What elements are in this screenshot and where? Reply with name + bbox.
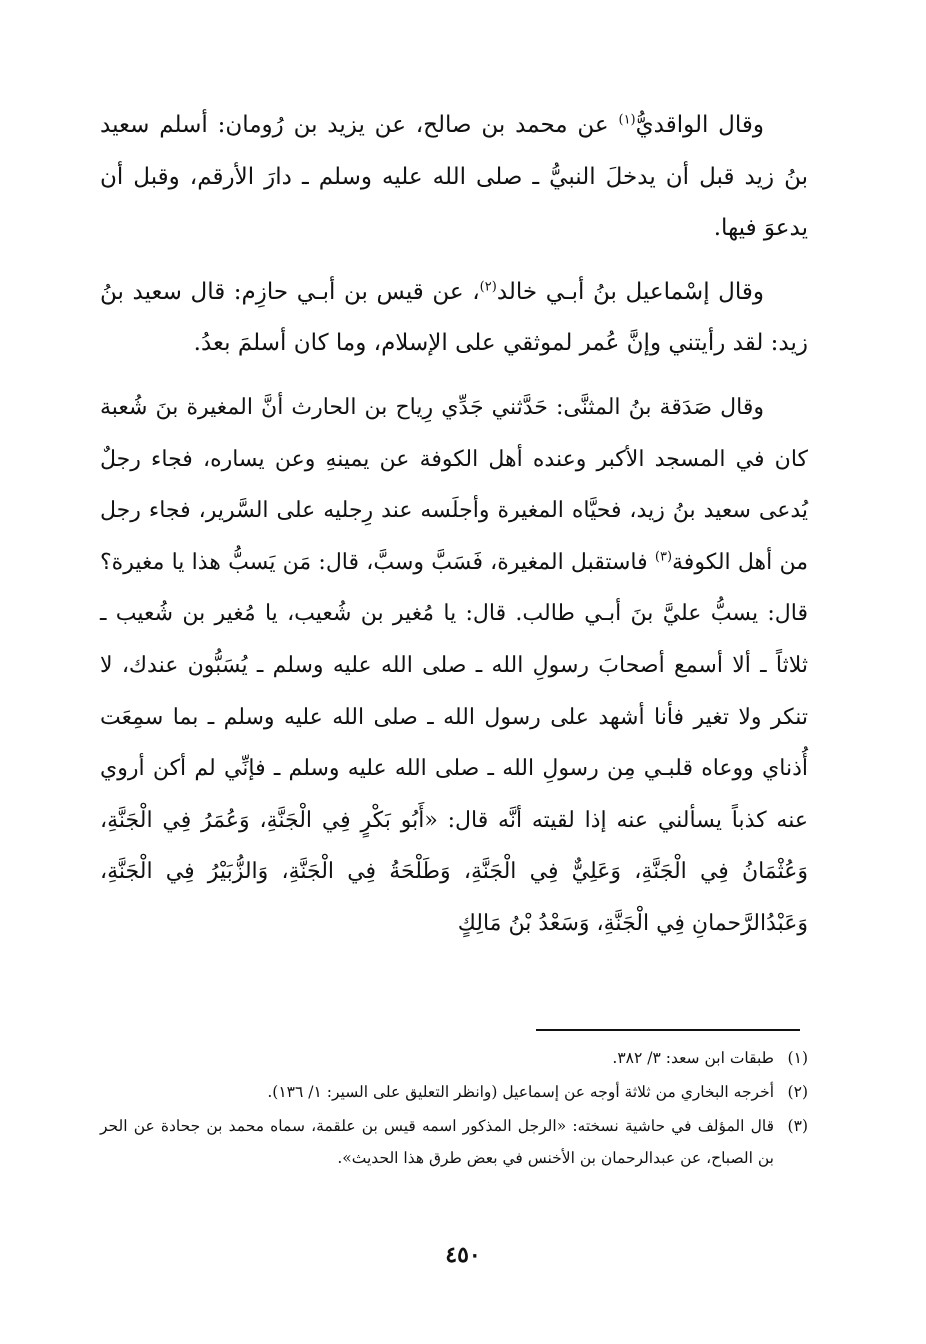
paragraph-waqidi	[100, 100, 808, 255]
footnote-3	[100, 1110, 808, 1174]
main-text	[100, 100, 808, 962]
footnote-text: أخرجه البخاري من ثلاثة أوجه عن إسماعيل (وانظر التعليق على السير: ١/ ١٣٦).	[267, 1083, 774, 1101]
footnote-text: قال المؤلف في حاشية نسخته: «الرجل المذكور اسمه قيس بن علقمة، سماه محمد بن جحادة عن الحر بن الصباح، عن عبدالرحمان بن الأخنس في بعض طرق هذا الحديث».	[100, 1117, 774, 1167]
paragraph-text: عن محمد بن صالح، عن يزيد بن رُومان: أسلم سعيد بنُ زيد قبل أن يدخلَ النبيُّ ـ صلى الله عليه وسلم ـ دارَ الأرقم، وقبل أن يدعوَ فيها.	[100, 112, 808, 242]
paragraph-ismail	[100, 267, 808, 370]
footnote-divider	[536, 1029, 800, 1031]
footnote-number: (١)	[787, 1049, 808, 1067]
footnote-reference: (١)	[618, 112, 636, 128]
paragraph-text: فاستقبل المغيرة، فَسَبَّ وسبَّ، قال: مَن يَسبُّ هذا يا مغيرة؟ قال: يسبُّ عليَّ بنَ أبـي طالب. قال: يا مُغير بن شُعيب، يا مُغير بن شُعيب ـ ثلاثاً ـ ألا أسمع أصحابَ رسولِ الله ـ صلى الله عليه وسلم ـ يُسَبُّون عندك، لا تنكر ولا تغير فأنا أشهد على رسول الله ـ صلى الله عليه وسلم ـ بما سمِعَت أُذناي ووعاه قلبـي مِن رسولِ الله ـ صلى الله عليه وسلم ـ فإنِّي لم أكن أروي عنه كذباً يسألني عنه إذا لقيته أنَّه قال: «أَبُو بَكْرٍ فِي الْجَنَّةِ، وَعُمَرُ فِي الْجَنَّةِ، وَعُثْمَانُ فِي الْجَنَّةِ، وَعَلِيٌّ فِي الْجَنَّةِ، وَطَلْحَةُ فِي الْجَنَّةِ، وَالزُّبَيْرُ فِي الْجَنَّةِ، وَعَبْدُالرَّحمانِ فِي الْجَنَّةِ، وَسَعْدُ بْنُ مَالِكٍ	[100, 549, 808, 936]
footnote-reference: (٢)	[479, 279, 497, 295]
footnote-number: (٣)	[787, 1117, 808, 1135]
paragraph-text: وقال إسْماعيل بنُ أبـي خالد	[496, 278, 765, 305]
paragraph-text: وقال الواقديُّ	[635, 112, 764, 138]
footnote-text: طبقات ابن سعد: ٣/ ٣٨٢.	[612, 1049, 774, 1067]
footnotes-section	[100, 1042, 808, 1176]
footnote-reference: (٣)	[654, 549, 673, 565]
paragraph-sadaqa	[100, 382, 808, 950]
footnote-1	[100, 1042, 808, 1074]
page-number: ٤٥٠	[445, 1242, 481, 1268]
paragraph-text: ، عن قيس بن أبـي حازِم: قال سعيد بنُ زيد: لقد رأيتني وإنَّ عُمر لموثقي على الإسلام، وما كان أسلمَ بعدُ.	[100, 278, 808, 357]
paragraph-text: وقال صَدَقة بنُ المثنَّى: حَدَّثني جَدِّي رِياح بن الحارث أنَّ المغيرة بنَ شُعبة كان في المسجد الأكبر وعنده أهل الكوفة عن يمينهِ وعن يساره، فجاء رجلٌ يُدعى سعيد بنُ زيد، فحيَّاه المغيرة وأجلَسه عند رِجليه على السَّرير، فجاء رجل من أهل الكوفة	[100, 394, 808, 575]
footnote-number: (٢)	[787, 1083, 808, 1101]
footnote-2	[100, 1076, 808, 1108]
